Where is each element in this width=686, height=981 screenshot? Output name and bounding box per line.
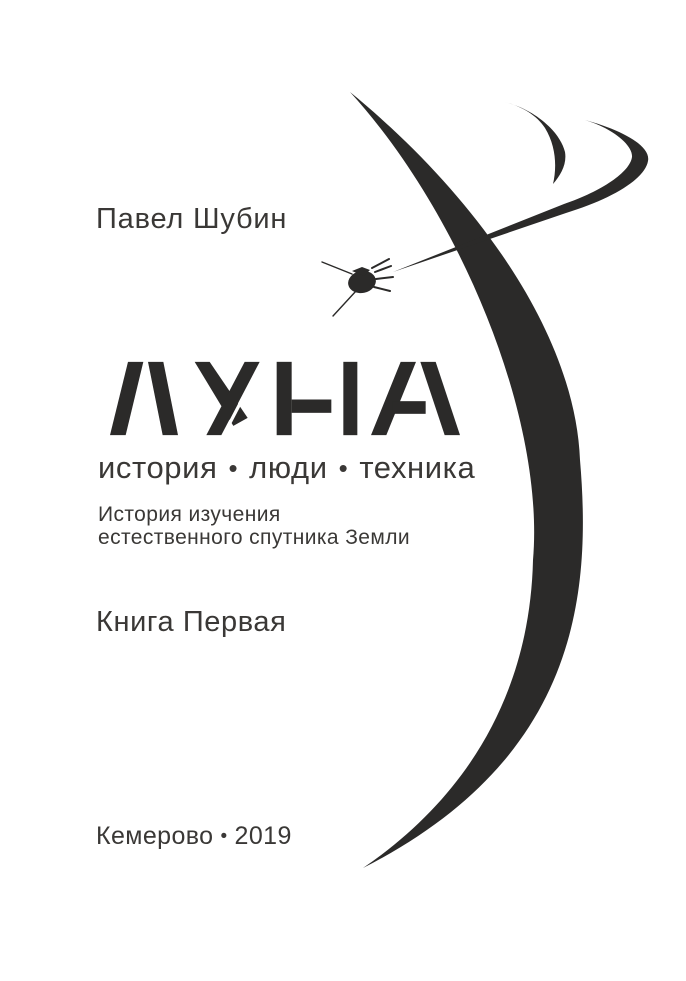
tagline-word-people: люди [249,450,328,485]
sputnik-antenna-up-right-2 [375,266,391,272]
subtitle-line-1: История изучения [98,503,281,526]
letter-A-right-stroke [420,362,460,435]
tagline-word-history: история [98,450,218,485]
tagline-bullet-icon: • [338,453,349,483]
imprint-bullet-icon: • [220,826,228,847]
imprint [96,822,292,851]
author-name: Павел Шубин [96,203,288,235]
tagline-word-technology: техника [359,450,476,485]
sputnik-antenna-upper-left [322,262,352,274]
subtitle [98,503,438,549]
title-luna-stencil [104,360,464,437]
letter-N-right-bar [343,362,357,435]
sputnik-antenna-right-2 [374,287,390,291]
sputnik-antenna-right-1 [376,277,393,279]
imprint-year: 2019 [234,822,292,850]
letter-L-left-stroke [110,362,143,435]
letter-N-left-bar [277,362,292,435]
letter-A-crossbar [392,401,425,414]
small-crescent-icon [505,102,565,184]
letter-A-left-stroke [371,362,416,435]
letter-L-right-stroke [148,362,178,435]
subtitle-line-2: естественного спутника Земли [98,526,411,549]
imprint-city: Кемерово [96,822,214,850]
sputnik-antenna-lower-left [333,291,356,316]
tagline [98,450,475,486]
tagline-bullet-icon: • [228,453,239,483]
edition-label: Книга Первая [96,606,287,638]
letter-N-crossbar [292,400,332,413]
